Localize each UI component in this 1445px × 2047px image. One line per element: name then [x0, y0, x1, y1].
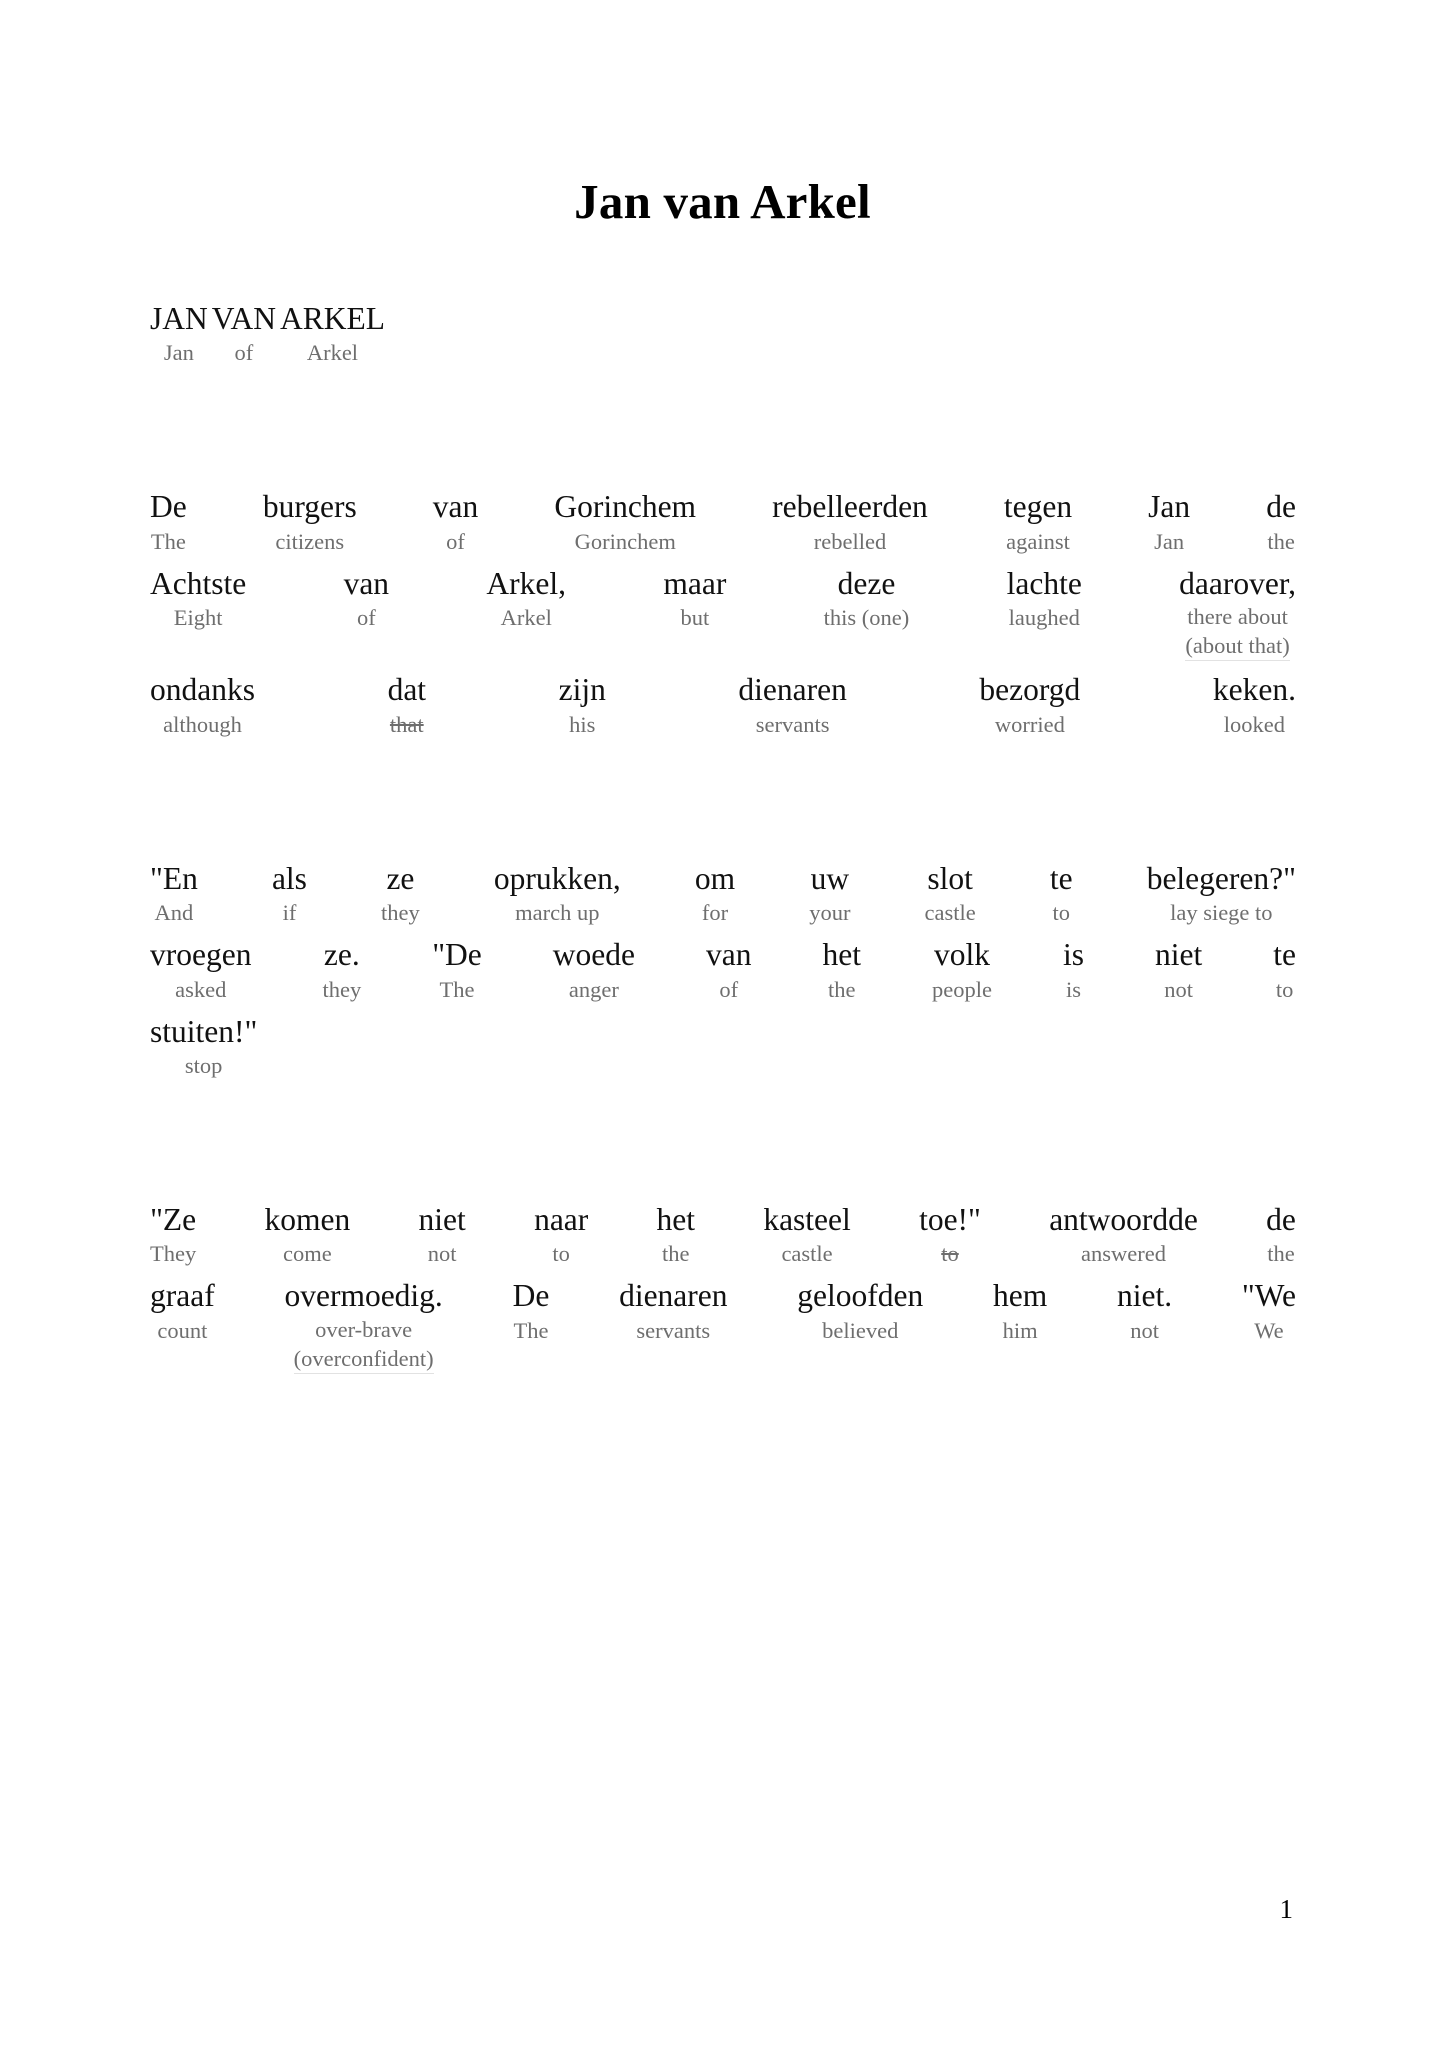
- source-word: dat: [387, 672, 427, 708]
- source-word: "De: [432, 937, 482, 973]
- source-word: toe!": [919, 1201, 981, 1237]
- gloss-word: Jan: [163, 340, 194, 366]
- gloss-word: citizens: [275, 528, 345, 554]
- gloss-word: of: [356, 605, 376, 631]
- gloss-word: if: [282, 900, 297, 926]
- gloss-word: answered: [1081, 1241, 1167, 1267]
- gloss-word: rebelled: [813, 528, 887, 554]
- gloss-word: the: [662, 1241, 690, 1267]
- gloss-line: [148, 860, 1298, 926]
- source-word: de: [1266, 1201, 1296, 1237]
- gloss-word-alternate: (about that): [1185, 633, 1290, 659]
- gloss-line: [148, 488, 1298, 554]
- source-word: volk: [933, 937, 990, 973]
- gloss-line: [148, 936, 1298, 1002]
- source-word: slot: [927, 860, 973, 896]
- source-word: antwoordde: [1049, 1201, 1198, 1237]
- word-pair: [821, 936, 863, 1002]
- page-number: 1: [1279, 1894, 1293, 1924]
- gloss-word: The: [513, 1317, 549, 1343]
- gloss-word: march up: [515, 900, 600, 926]
- gloss-word: him: [1002, 1317, 1038, 1343]
- gloss-word: anger: [568, 976, 619, 1002]
- source-word: "We: [1241, 1278, 1296, 1314]
- gloss-word: to: [1052, 900, 1070, 926]
- source-word: is: [1062, 937, 1084, 973]
- word-pair: [1271, 936, 1298, 1002]
- gloss-word: the: [827, 976, 856, 1002]
- source-word: om: [694, 860, 736, 896]
- source-word: "Ze: [150, 1201, 197, 1237]
- word-pair: [1211, 671, 1298, 737]
- gloss-line: [148, 565, 1298, 661]
- gloss-word: not: [427, 1241, 457, 1267]
- source-word: als: [271, 860, 307, 896]
- source-word: zijn: [558, 672, 606, 708]
- gloss-word: looked: [1223, 711, 1286, 737]
- word-pair: [430, 936, 484, 1002]
- word-pair: [148, 1201, 198, 1267]
- word-pair: [552, 488, 698, 554]
- source-word: niet: [1154, 937, 1203, 973]
- gloss-word: for: [701, 900, 729, 926]
- source-word: lachte: [1006, 565, 1082, 601]
- gloss-line: [148, 1277, 1298, 1373]
- source-word: vroegen: [150, 937, 252, 973]
- word-pair: [148, 936, 253, 1002]
- word-pair: [1177, 565, 1298, 661]
- word-pair: [1002, 488, 1074, 554]
- source-word: burgers: [262, 489, 357, 525]
- source-word: ondanks: [150, 672, 255, 708]
- gloss-word: is: [1065, 976, 1081, 1002]
- source-word: het: [656, 1201, 696, 1237]
- source-word: stuiten!": [150, 1013, 258, 1049]
- source-word: hem: [993, 1278, 1048, 1314]
- word-pair: [1146, 488, 1192, 554]
- word-pair: [210, 300, 278, 366]
- paragraph-spacer: [148, 748, 1298, 860]
- source-word: kasteel: [763, 1201, 851, 1237]
- source-word: VAN: [211, 301, 276, 336]
- word-pair: [693, 860, 737, 926]
- source-word: te: [1273, 937, 1296, 973]
- gloss-paragraph: [148, 860, 1298, 1079]
- word-pair: [320, 936, 363, 1002]
- source-word: belegeren?": [1146, 860, 1296, 896]
- source-word: ze: [386, 860, 415, 896]
- gloss-stack: [1185, 603, 1289, 661]
- word-pair: [386, 671, 428, 737]
- source-word: naar: [534, 1201, 589, 1237]
- word-pair: [511, 1277, 552, 1343]
- source-word: de: [1266, 489, 1296, 525]
- source-word: van: [432, 489, 479, 525]
- word-pair: [655, 1201, 697, 1267]
- source-word: uw: [810, 860, 850, 896]
- word-pair: [977, 671, 1082, 737]
- source-word: het: [822, 937, 861, 973]
- word-pair: [148, 300, 210, 366]
- word-pair: [736, 671, 848, 737]
- gloss-word: lay siege to: [1170, 900, 1273, 926]
- word-pair: [484, 565, 568, 631]
- source-word: daarover,: [1179, 565, 1296, 601]
- gloss-word: against: [1006, 528, 1070, 554]
- gloss-word: worried: [994, 711, 1065, 737]
- word-pair: [263, 1201, 353, 1267]
- gloss-paragraph: [148, 300, 1298, 366]
- word-pair: [930, 936, 994, 1002]
- word-pair: [1145, 860, 1298, 926]
- word-pair: [148, 1013, 259, 1079]
- word-pair: [148, 488, 189, 554]
- word-pair: [342, 565, 391, 631]
- gloss-word: to: [1275, 976, 1294, 1002]
- source-word: overmoedig.: [284, 1278, 443, 1314]
- source-word: rebelleerden: [772, 489, 928, 525]
- gloss-word: Arkel: [306, 340, 359, 366]
- gloss-word: they: [322, 976, 362, 1002]
- gloss-word: castle: [781, 1241, 833, 1267]
- source-word: niet.: [1117, 1278, 1173, 1314]
- gloss-word: his: [569, 711, 596, 737]
- word-pair: [770, 488, 930, 554]
- word-pair: [1264, 1201, 1298, 1267]
- source-word: Achtste: [150, 565, 247, 601]
- gloss-stack: [294, 1316, 434, 1374]
- word-pair: [557, 671, 608, 737]
- gloss-line: [148, 300, 1298, 366]
- gloss-word: Gorinchem: [574, 528, 676, 554]
- gloss-word: come: [283, 1241, 332, 1267]
- gloss-word: castle: [924, 900, 976, 926]
- word-pair: [1005, 565, 1084, 631]
- gloss-word: the: [1267, 528, 1295, 554]
- word-pair: [551, 936, 637, 1002]
- gloss-word: Jan: [1154, 528, 1185, 554]
- source-word: tegen: [1003, 489, 1073, 525]
- gloss-line: [148, 1201, 1298, 1267]
- gloss-word: And: [154, 900, 194, 926]
- source-word: bezorgd: [979, 672, 1081, 708]
- gloss-word: but: [680, 605, 710, 631]
- gloss-word: servants: [636, 1317, 711, 1343]
- source-word: oprukken,: [493, 860, 621, 896]
- word-pair: [1047, 1201, 1200, 1267]
- word-pair: [417, 1201, 468, 1267]
- word-pair: [991, 1277, 1049, 1343]
- word-pair: [822, 565, 912, 631]
- gloss-paragraph: [148, 488, 1298, 737]
- source-word: graaf: [150, 1278, 215, 1314]
- gloss-word: of: [234, 340, 254, 366]
- gloss-word: We: [1254, 1317, 1284, 1343]
- gloss-word-omitted: to: [941, 1241, 959, 1267]
- gloss-word: They: [150, 1241, 197, 1267]
- gloss-word: Eight: [173, 605, 223, 631]
- gloss-word: The: [439, 976, 475, 1002]
- gloss-word: of: [719, 976, 739, 1002]
- word-pair: [261, 488, 359, 554]
- gloss-word: The: [150, 528, 186, 554]
- paragraph-spacer: [148, 1089, 1298, 1201]
- word-pair: [1153, 936, 1204, 1002]
- word-pair: [148, 671, 257, 737]
- source-word: keken.: [1212, 672, 1296, 708]
- gloss-word: Arkel: [500, 605, 552, 631]
- word-pair: [1240, 1277, 1298, 1343]
- gloss-word: of: [446, 528, 465, 554]
- gloss-word: believed: [822, 1317, 899, 1343]
- gloss-word: your: [809, 900, 851, 926]
- gloss-word: there about: [1187, 604, 1288, 630]
- word-pair: [431, 488, 480, 554]
- source-word: geloofden: [797, 1278, 924, 1314]
- gloss-word: although: [163, 711, 242, 737]
- word-pair: [923, 860, 978, 926]
- source-word: Arkel,: [486, 565, 567, 601]
- gloss-word: this (one): [823, 605, 910, 631]
- source-word: van: [706, 937, 752, 973]
- word-pair: [148, 860, 200, 926]
- word-pair: [807, 860, 852, 926]
- source-word: deze: [837, 565, 896, 601]
- source-word: dienaren: [619, 1278, 728, 1314]
- source-word: De: [150, 489, 187, 525]
- gloss-word: not: [1130, 1317, 1159, 1343]
- paragraph-spacer: [148, 376, 1298, 488]
- source-word: "En: [150, 860, 198, 896]
- gloss-paragraph: [148, 1201, 1298, 1374]
- source-word: De: [512, 1278, 550, 1314]
- word-pair: [795, 1277, 925, 1343]
- word-pair: [1048, 860, 1075, 926]
- source-word: maar: [663, 565, 727, 601]
- word-pair: [278, 300, 387, 366]
- gloss-line: [148, 671, 1298, 737]
- source-word: woede: [552, 937, 636, 973]
- gloss-word: servants: [755, 711, 830, 737]
- source-word: ze.: [323, 937, 360, 973]
- word-pair: [148, 565, 248, 631]
- gloss-word: to: [552, 1241, 570, 1267]
- gloss-word: asked: [175, 976, 227, 1002]
- source-word: komen: [264, 1201, 351, 1237]
- word-pair: [282, 1277, 444, 1373]
- gloss-word: over-brave: [315, 1316, 413, 1342]
- word-pair: [379, 860, 422, 926]
- source-word: JAN: [150, 301, 208, 336]
- gloss-word: stop: [184, 1052, 223, 1078]
- word-pair: [617, 1277, 729, 1343]
- word-pair: [761, 1201, 852, 1267]
- word-pair: [148, 1277, 217, 1343]
- word-pair: [1115, 1277, 1174, 1343]
- page-title: Jan van Arkel: [574, 174, 871, 229]
- gloss-word: they: [381, 900, 420, 926]
- gloss-word: count: [157, 1317, 208, 1343]
- word-pair: [704, 936, 753, 1002]
- gloss-line: [148, 1013, 1298, 1079]
- word-pair: [270, 860, 309, 926]
- source-word: dienaren: [738, 672, 847, 708]
- source-word: te: [1049, 860, 1073, 896]
- interlinear-body: [148, 300, 1298, 1384]
- gloss-word-omitted: that: [389, 711, 424, 737]
- gloss-word: people: [931, 976, 992, 1002]
- source-word: Jan: [1148, 489, 1191, 525]
- word-pair: [1264, 488, 1298, 554]
- gloss-word: not: [1164, 976, 1193, 1002]
- gloss-word: the: [1267, 1241, 1295, 1267]
- gloss-word-alternate: (overconfident): [293, 1345, 434, 1371]
- source-word: van: [343, 565, 390, 601]
- word-pair: [661, 565, 728, 631]
- word-pair: [1061, 936, 1086, 1002]
- source-word: Gorinchem: [554, 489, 697, 525]
- source-word: ARKEL: [279, 301, 385, 336]
- word-pair: [492, 860, 623, 926]
- source-word: niet: [418, 1201, 466, 1237]
- word-pair: [532, 1201, 590, 1267]
- word-pair: [917, 1201, 983, 1267]
- gloss-word: laughed: [1008, 605, 1080, 631]
